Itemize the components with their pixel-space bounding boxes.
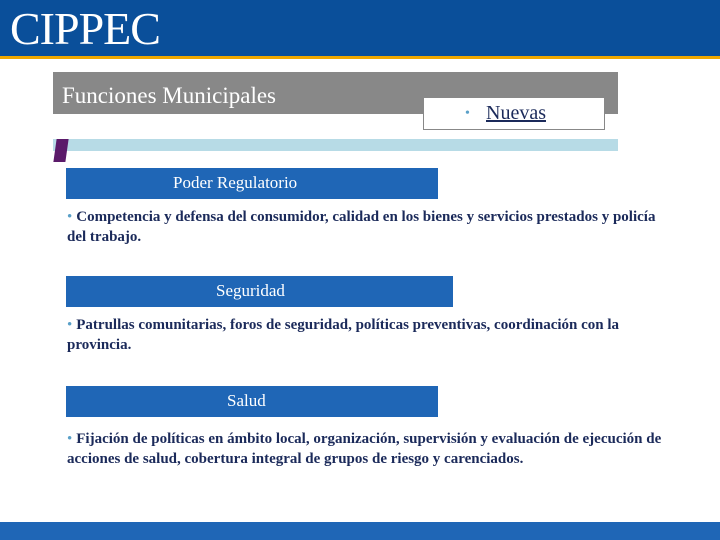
bullet-icon: • [67, 209, 73, 225]
accent-bar [53, 139, 618, 151]
section-body-salud [67, 429, 682, 469]
bullet-icon: • [465, 106, 470, 121]
section-text: Competencia y defensa del consumidor, calidad en los bienes y servicios prestados y policía del trabajo. [67, 209, 656, 245]
bullet-icon: • [67, 317, 73, 333]
cippec-logo: CIPPEC [10, 3, 160, 54]
page-title: Funciones Municipales [62, 83, 276, 108]
header-stripe [0, 56, 720, 59]
nuevas-link[interactable]: Nuevas [486, 102, 546, 124]
section-heading-poder-regulatorio: Poder Regulatorio [66, 168, 438, 199]
section-body-seguridad [67, 315, 627, 355]
section-body-poder-regulatorio [67, 207, 667, 247]
footer-bar [0, 522, 720, 540]
section-heading-seguridad: Seguridad [66, 276, 453, 307]
accent-mark [53, 139, 68, 162]
section-text: Fijación de políticas en ámbito local, organización, supervisión y evaluación de ejecución de acciones de salud, cobertura integral de grupos de riesgo y carenciados. [67, 431, 662, 467]
section-text: Patrullas comunitarias, foros de seguridad, políticas preventivas, coordinación con la provincia. [67, 317, 620, 353]
section-heading-salud: Salud [66, 386, 438, 417]
bullet-icon: • [67, 431, 73, 447]
